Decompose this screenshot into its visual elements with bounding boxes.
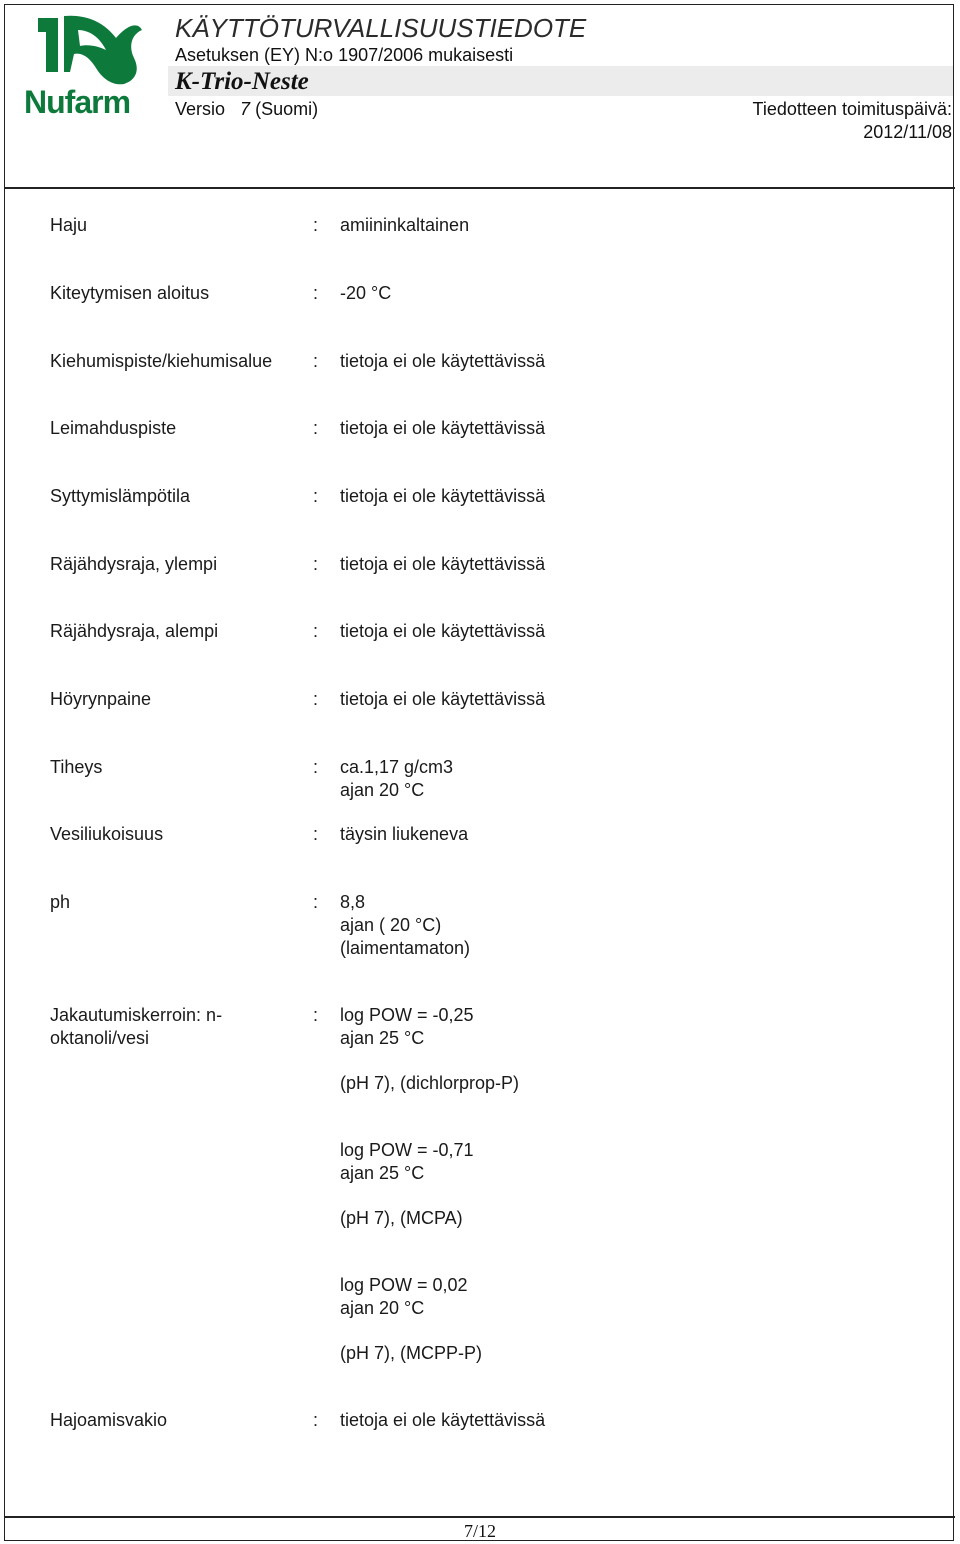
property-value xyxy=(340,620,900,643)
regulation-reference: Asetuksen (EY) N:o 1907/2006 mukaisesti xyxy=(175,45,514,65)
property-value xyxy=(340,688,900,711)
issue-date-label: Tiedotteen toimituspäivä: xyxy=(752,99,952,119)
property-colon: : xyxy=(313,554,319,574)
property-value xyxy=(340,553,900,576)
property-label: Haju xyxy=(50,215,88,235)
property-value-line: (pH 7), (MCPP-P) xyxy=(340,1343,483,1363)
property-value-line xyxy=(340,1095,900,1117)
property-value xyxy=(340,350,900,373)
property-value-line: ajan 25 °C xyxy=(340,1163,425,1183)
property-value-line: log POW = 0,02 xyxy=(340,1275,468,1295)
property-value-line: ajan 20 °C xyxy=(340,780,425,800)
nufarm-logo xyxy=(24,12,152,120)
property-value-line: tietoja ei ole käytettävissä xyxy=(340,689,546,709)
header-divider xyxy=(4,187,955,189)
property-value-line: ca.1,17 g/cm3 xyxy=(340,757,454,777)
property-colon: : xyxy=(313,689,319,709)
property-value-line: 8,8 xyxy=(340,892,366,912)
property-value-line: tietoja ei ole käytettävissä xyxy=(340,1410,546,1430)
property-value-line: ajan 25 °C xyxy=(340,1028,425,1048)
property-value-line: log POW = -0,25 xyxy=(340,1005,474,1025)
property-label: Vesiliukoisuus xyxy=(50,824,164,844)
property-value-line: (pH 7), (MCPA) xyxy=(340,1208,463,1228)
leaf-emblem-icon xyxy=(24,12,152,88)
property-label: Syttymislämpötila xyxy=(50,486,191,506)
property-colon: : xyxy=(313,824,319,844)
version-suffix: (Suomi) xyxy=(255,99,319,119)
property-colon: : xyxy=(313,283,319,303)
property-colon: : xyxy=(313,621,319,641)
property-label: ph xyxy=(50,892,71,912)
property-value-line xyxy=(340,1117,900,1139)
property-label: Kiteytymisen aloitus xyxy=(50,283,210,303)
property-label: Hajoamisvakio xyxy=(50,1410,168,1430)
version-number: 7 xyxy=(240,99,251,119)
property-value-line: tietoja ei ole käytettävissä xyxy=(340,554,546,574)
property-value-line: tietoja ei ole käytettävissä xyxy=(340,418,546,438)
property-colon: : xyxy=(313,757,319,777)
property-value xyxy=(340,1004,900,1365)
property-colon: : xyxy=(313,418,319,438)
property-label: Kiehumispiste/kiehumisalue xyxy=(50,351,273,371)
property-value-line xyxy=(340,1320,900,1342)
property-colon: : xyxy=(313,892,319,912)
property-value xyxy=(340,485,900,508)
property-value xyxy=(340,756,900,802)
property-value xyxy=(340,417,900,440)
property-value-line: tietoja ei ole käytettävissä xyxy=(340,621,546,641)
property-label: Tiheys xyxy=(50,757,103,777)
property-value-line: ajan ( 20 °C) xyxy=(340,915,442,935)
document-title: KÄYTTÖTURVALLISUUSTIEDOTE xyxy=(175,13,587,43)
property-label: Leimahduspiste xyxy=(50,418,177,438)
property-value xyxy=(340,891,900,960)
property-value-line xyxy=(340,1050,900,1072)
property-colon: : xyxy=(313,215,319,235)
property-value-line: tietoja ei ole käytettävissä xyxy=(340,351,546,371)
property-colon: : xyxy=(313,1410,319,1430)
property-colon: : xyxy=(313,351,319,371)
property-value-line xyxy=(340,1185,900,1207)
property-value xyxy=(340,282,900,305)
property-label: Höyrynpaine xyxy=(50,689,152,709)
property-value-line: täysin liukeneva xyxy=(340,824,469,844)
version-line xyxy=(175,97,318,121)
property-value-line: (pH 7), (dichlorprop-P) xyxy=(340,1073,520,1093)
property-colon: : xyxy=(313,486,319,506)
property-value-line xyxy=(340,1252,900,1274)
property-label: Räjähdysraja, alempi xyxy=(50,621,219,641)
property-colon: : xyxy=(313,1005,319,1025)
property-value-line: amiininkaltainen xyxy=(340,215,470,235)
issue-date: 2012/11/08 xyxy=(863,122,952,142)
property-label: Räjähdysraja, ylempi xyxy=(50,554,218,574)
product-name: K-Trio-Neste xyxy=(175,68,309,95)
property-value-line: (laimentamaton) xyxy=(340,938,471,958)
property-value-line: log POW = -0,71 xyxy=(340,1140,474,1160)
property-value-line: tietoja ei ole käytettävissä xyxy=(340,486,546,506)
property-value-line: -20 °C xyxy=(340,283,392,303)
property-value xyxy=(340,1409,900,1432)
page-number: 7/12 xyxy=(463,1521,496,1541)
property-value-line xyxy=(340,1230,900,1252)
footer-divider xyxy=(4,1516,955,1518)
logo-wordmark: Nufarm xyxy=(24,84,131,120)
version-prefix: Versio xyxy=(175,99,226,119)
property-label: Jakautumiskerroin: n- oktanoli/vesi xyxy=(50,1005,223,1048)
property-value xyxy=(340,214,900,237)
property-value xyxy=(340,823,900,846)
property-value-line: ajan 20 °C xyxy=(340,1298,425,1318)
